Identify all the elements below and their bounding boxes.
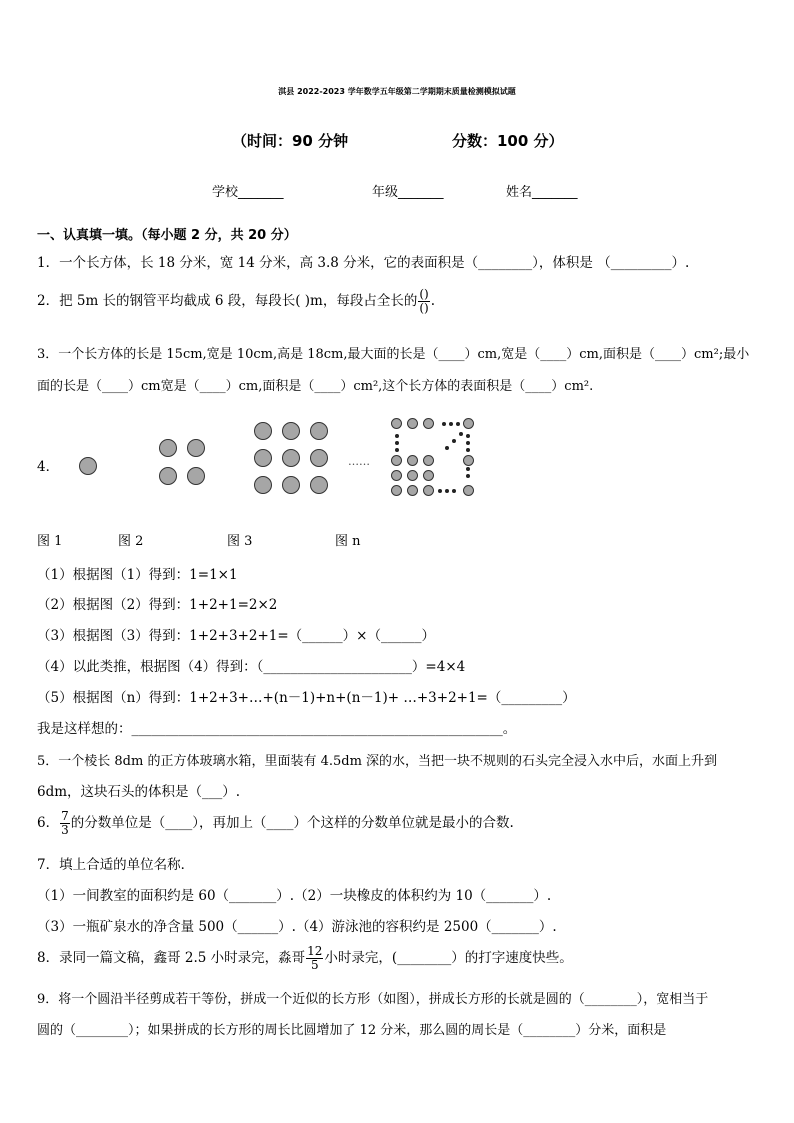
ellipsis-dot (395, 448, 399, 452)
ellipsis-dot (445, 446, 449, 450)
question-9-line-2: 圆的（________）；如果拼成的长方形的周长比圆增加了 12 分米，那么圆的周长是（________）分米，面积是 (37, 1023, 667, 1038)
dot (310, 422, 328, 440)
ellipsis-dot (466, 448, 470, 452)
question-4-label: 4． (37, 459, 60, 475)
question-8-fraction (306, 945, 323, 972)
fraction-denominator: () (419, 301, 429, 315)
ellipsis-dot (442, 422, 446, 426)
dot (407, 418, 418, 429)
question-4-sub-5: （5）根据图（n）得到：1+2+3+…+(n－1)+n+(n－1)+ …+3+2+1=（_________） (37, 690, 576, 706)
ellipsis-dot (395, 441, 399, 445)
dot (254, 476, 272, 494)
dot (254, 422, 272, 440)
dot (391, 418, 402, 429)
question-8 (37, 945, 573, 972)
question-2-text: 2．把 5m 长的钢管平均截成 6 段，每段长( )m，每段占全长的 (37, 293, 418, 309)
name-field: 姓名_______ (506, 185, 578, 200)
dot (463, 418, 474, 429)
question-8-text-2: 小时录完，(________）的打字速度快些。 (324, 950, 573, 966)
ellipsis-dot (456, 422, 460, 426)
ellipsis-dot (452, 489, 456, 493)
ellipsis-dot (466, 441, 470, 445)
question-7-line-1: （1）一间教室的面积约是 60（_______）.（2）一块橡皮的体积约为 10（_______）. (37, 888, 552, 904)
fraction-numerator: () (419, 287, 429, 301)
question-4-sub-2: （2）根据图（2）得到：1+2+1=2×2 (37, 597, 278, 613)
fraction-denominator: 3 (61, 823, 69, 837)
dot (423, 485, 434, 496)
dot (159, 439, 177, 457)
figure-2-label: 图 2 (118, 534, 144, 549)
question-3-line-1: 3．一个长方体的长是 15cm,宽是 10cm,高是 18cm,最大面的长是（____）cm,宽是（____）cm,面积是（____）cm²;最小 (37, 347, 750, 362)
ellipsis-dot (438, 489, 442, 493)
total-score: 分数：100 分） (452, 132, 564, 150)
question-2-fraction (418, 288, 429, 315)
dot (282, 476, 300, 494)
figure-3-label: 图 3 (227, 534, 253, 549)
question-7-line-2: （3）一瓶矿泉水的净含量 500（______）.（4）游泳池的容积约是 2500（_______）. (37, 919, 557, 935)
question-6-prefix: 6． (37, 815, 60, 831)
dot (159, 467, 177, 485)
question-9-line-1: 9．将一个圆沿半径剪成若干等份，拼成一个近似的长方形（如图），拼成长方形的长就是圆的（________），宽相当于 (37, 992, 709, 1007)
dot (407, 455, 418, 466)
ellipsis-dot (445, 489, 449, 493)
question-3-line-2: 面的长是（____）cm宽是（____）cm,面积是（____）cm²,这个长方体的表面积是（____）cm². (37, 379, 594, 394)
exam-title: 淇县 2022-2023 学年数学五年级第二学期期末质量检测模拟试题 (278, 87, 516, 96)
dot (310, 476, 328, 494)
question-4-sub-4: （4）以此类推，根据图（4）得到：（______________________）=4×4 (37, 659, 466, 675)
dot (391, 455, 402, 466)
time-limit: （时间：90 分钟 (232, 132, 349, 150)
dot (423, 455, 434, 466)
ellipsis: …… (348, 455, 370, 468)
dot (463, 455, 474, 466)
dot (187, 467, 205, 485)
question-2 (37, 288, 435, 315)
question-1: 1．一个长方体，长 18 分米，宽 14 分米，高 3.8 分米，它的表面积是（________），体积是 （_________）. (37, 255, 690, 271)
ellipsis-dot (466, 474, 470, 478)
question-8-text-1: 8．录同一篇文稿，鑫哥 2.5 小时录完，淼哥 (37, 950, 306, 966)
fraction-numerator: 7 (61, 809, 69, 823)
dot (407, 470, 418, 481)
dot (310, 449, 328, 467)
grade-field: 年级_______ (372, 185, 444, 200)
fraction-denominator: 5 (310, 958, 319, 972)
ellipsis-dot (466, 434, 470, 438)
dot (407, 485, 418, 496)
ellipsis-dot (452, 439, 456, 443)
ellipsis-dot (459, 432, 463, 436)
figure-n-label: 图 n (335, 534, 361, 549)
question-4-sub-3: （3）根据图（3）得到：1+2+3+2+1=（______）×（______） (37, 628, 435, 644)
ellipsis-dot (449, 422, 453, 426)
dot (79, 457, 97, 475)
question-5-line-1: 5．一个棱长 8dm 的正方体玻璃水箱，里面装有 4.5dm 深的水，当把一块不规则的石头完全浸入水中后，水面上升到 (37, 754, 718, 769)
school-field: 学校_______ (212, 185, 284, 200)
ellipsis-dot (395, 434, 399, 438)
dot (391, 470, 402, 481)
question-6-fraction (60, 810, 70, 837)
dot (187, 439, 205, 457)
dot (254, 449, 272, 467)
dot (423, 418, 434, 429)
question-2-end: . (430, 293, 436, 309)
question-6 (37, 810, 514, 837)
section-heading: 一、认真填一填。（每小题 2 分，共 20 分） (37, 228, 297, 243)
dot (423, 470, 434, 481)
figure-1-label: 图 1 (37, 534, 63, 549)
dot (391, 485, 402, 496)
question-7-heading: 7．填上合适的单位名称． (37, 857, 195, 873)
dot (282, 422, 300, 440)
question-6-text: 的分数单位是（____），再加上（____）个这样的分数单位就是最小的合数. (70, 815, 514, 831)
dot (282, 449, 300, 467)
question-5-line-2: 6dm，这块石头的体积是（___）. (37, 784, 241, 800)
dot (463, 485, 474, 496)
ellipsis-dot (466, 467, 470, 471)
fraction-numerator: 12 (307, 944, 323, 958)
question-4-reasoning: 我是这样想的：_______________________________________________________。 (37, 721, 517, 737)
question-4-sub-1: （1）根据图（1）得到：1=1×1 (37, 567, 238, 583)
